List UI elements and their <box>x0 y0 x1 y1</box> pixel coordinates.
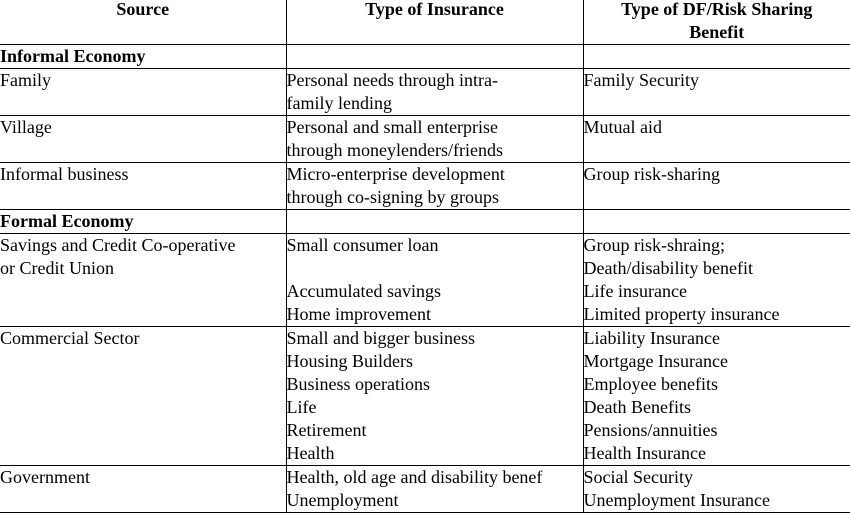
table-row <box>0 234 850 327</box>
benefit-cell: Family Security <box>583 69 850 116</box>
table-row <box>0 116 850 163</box>
insurance-cell: Small and bigger business Housing Builders Business operations Life Retirement Health <box>286 327 583 466</box>
source-cell: Family <box>0 69 286 116</box>
source-cell: Government <box>0 466 286 513</box>
source-cell: Commercial Sector <box>0 327 286 466</box>
insurance-cell: Micro-enterprise development through co-signing by groups <box>286 163 583 210</box>
section-row-formal <box>0 210 850 234</box>
table-row <box>0 327 850 466</box>
insurance-cell: Personal needs through intra- family lending <box>286 69 583 116</box>
insurance-cell: Small consumer loan Accumulated savings Home improvement <box>286 234 583 327</box>
benefit-cell: Group risk-shraing; Death/disability benefit Life insurance Limited property insurance <box>583 234 850 327</box>
table-row <box>0 163 850 210</box>
header-type-of-insurance: Type of Insurance <box>286 0 583 45</box>
source-cell: Informal business <box>0 163 286 210</box>
source-cell: Savings and Credit Co-operative or Credit Union <box>0 234 286 327</box>
table-row <box>0 69 850 116</box>
header-row <box>0 0 850 45</box>
table-row <box>0 466 850 513</box>
header-source: Source <box>0 0 286 45</box>
section-label-formal: Formal Economy <box>0 210 286 234</box>
section-row-informal <box>0 45 850 69</box>
benefit-cell: Social Security Unemployment Insurance <box>583 466 850 513</box>
header-benefit: Type of DF/Risk Sharing Benefit <box>583 0 850 45</box>
benefit-cell: Group risk-sharing <box>583 163 850 210</box>
benefit-cell: Liability Insurance Mortgage Insurance Employee benefits Death Benefits Pensions/annuities Health Insurance <box>583 327 850 466</box>
insurance-cell: Health, old age and disability benef Unemployment <box>286 466 583 513</box>
section-label-informal: Informal Economy <box>0 45 286 69</box>
benefit-cell: Mutual aid <box>583 116 850 163</box>
insurance-cell: Personal and small enterprise through moneylenders/friends <box>286 116 583 163</box>
source-cell: Village <box>0 116 286 163</box>
